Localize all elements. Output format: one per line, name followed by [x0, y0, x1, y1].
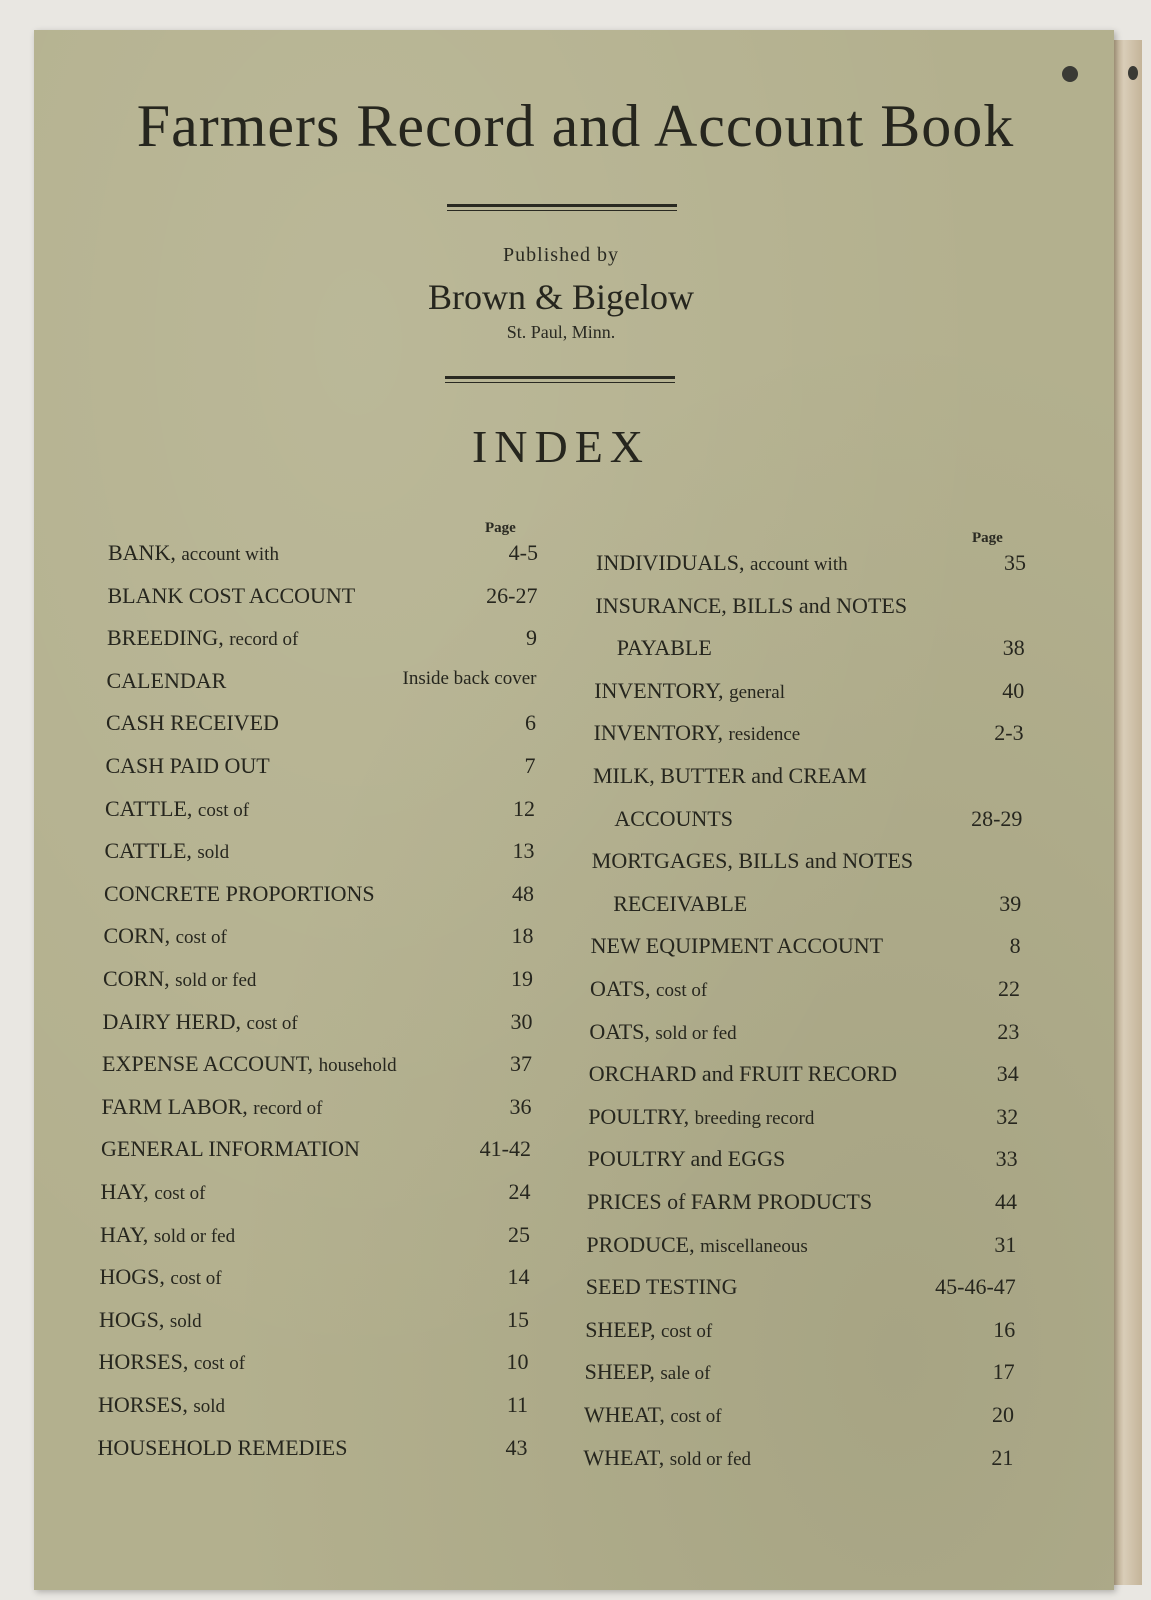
index-entry-main: WHEAT,	[584, 1402, 665, 1427]
index-entry-page: 40	[1002, 677, 1025, 703]
divider-top	[447, 204, 677, 207]
index-entry-sub: sold	[169, 1310, 202, 1332]
publisher-place: St. Paul, Minn.	[506, 322, 616, 342]
index-entry-main: GENERAL INFORMATION	[101, 1136, 360, 1162]
index-entry-title	[588, 1104, 814, 1130]
index-entry-title	[103, 1009, 298, 1035]
index-entry-page: 2-3	[994, 720, 1024, 746]
index-entry	[106, 710, 536, 740]
index-entry-title	[103, 966, 256, 992]
index-entry-main: INVENTORY,	[594, 677, 724, 703]
index-entry-page: 11	[506, 1392, 528, 1417]
index-entry	[103, 966, 533, 996]
index-entry-sub: cost of	[670, 1406, 722, 1427]
index-entry-sub: sold or fed	[175, 970, 257, 991]
index-entry	[586, 1274, 1016, 1304]
index-entry-page: 45-46-47	[935, 1274, 1016, 1300]
index-entry	[104, 881, 534, 911]
book-spine	[1112, 40, 1142, 1585]
index-entry-main: HAY,	[100, 1221, 149, 1247]
index-entry-title	[594, 678, 785, 704]
index-entry-title	[98, 1435, 348, 1461]
index-entry-sub: cost of	[170, 1268, 222, 1290]
index-entry	[614, 806, 1044, 836]
index-entry-main: PRODUCE,	[586, 1231, 695, 1257]
index-entry-title	[104, 923, 227, 949]
index-entry-main: EXPENSE ACCOUNT,	[102, 1051, 314, 1077]
index-entry-page: 33	[995, 1146, 1018, 1172]
index-entry-page: 17	[992, 1359, 1015, 1385]
index-entry-page: 32	[996, 1103, 1019, 1129]
index-entry-main: PAYABLE	[616, 635, 712, 661]
index-entry-main: POULTRY and EGGS	[587, 1146, 786, 1172]
index-entry-title	[585, 1317, 712, 1343]
index-entry-page: 28-29	[971, 805, 1023, 831]
index-entry-title	[99, 1307, 202, 1333]
index-entry-main: WHEAT,	[583, 1444, 665, 1470]
book-title: Farmers Record and Account Book	[136, 93, 1015, 159]
index-entry-main: INDIVIDUALS,	[596, 550, 745, 575]
index-entry	[107, 625, 537, 655]
index-entry-title	[106, 753, 270, 779]
index-entry-title	[107, 625, 298, 651]
index-entry-page: 14	[507, 1264, 530, 1290]
index-entry	[596, 550, 1026, 580]
index-entry-title	[589, 1019, 736, 1045]
index-entry-title	[594, 720, 801, 746]
index-entry-sub: cost of	[660, 1320, 713, 1342]
index-entry-page: 38	[1002, 635, 1025, 661]
index-entry-sub: account with	[181, 544, 279, 565]
index-entry-main: HAY,	[100, 1179, 149, 1204]
index-entry	[613, 891, 1043, 921]
index-entry	[108, 540, 538, 570]
index-entry-sub: sold or fed	[669, 1448, 752, 1470]
index-entry-title	[102, 1094, 323, 1120]
index-entry-sub: cost of	[246, 1012, 298, 1034]
index-entry-page: 44	[995, 1189, 1017, 1214]
index-entry	[105, 796, 535, 826]
index-entry-main: ACCOUNTS	[614, 805, 733, 831]
divider-bottom-thin	[445, 382, 675, 383]
index-entry-main: CATTLE,	[104, 838, 192, 864]
index-entry-page: 39	[999, 890, 1022, 916]
index-entry-title	[595, 593, 907, 619]
index-entry-main: MORTGAGES, BILLS and NOTES	[591, 848, 914, 874]
index-entry-page: 37	[510, 1051, 532, 1077]
index-entry	[594, 720, 1024, 750]
index-entry	[101, 1179, 531, 1209]
index-entry	[100, 1264, 530, 1294]
index-entry	[593, 763, 1023, 793]
index-entry-main: CALENDAR	[106, 667, 227, 693]
index-entry-sub: sold or fed	[655, 1022, 737, 1044]
index-entry	[587, 1189, 1017, 1219]
index-entry-sub: general	[729, 681, 785, 703]
index-entry	[99, 1307, 529, 1337]
index-entry-title	[585, 1359, 711, 1385]
index-entry-title	[591, 933, 884, 959]
index-entry-main: HOGS,	[99, 1264, 165, 1290]
index-entry-page: 41-42	[479, 1136, 531, 1162]
index-entry	[591, 933, 1021, 963]
index-entry	[583, 1445, 1013, 1475]
index-entry-main: PRICES of FARM PRODUCTS	[587, 1189, 873, 1214]
index-entry	[107, 668, 537, 698]
index-entry-sub: residence	[728, 724, 801, 746]
index-entry	[585, 1359, 1015, 1389]
index-entry-page: 13	[512, 838, 535, 864]
index-entry-page: 4-5	[508, 540, 538, 565]
index-entry	[103, 1009, 533, 1039]
index-entry-title	[592, 848, 913, 874]
index-entry	[108, 583, 538, 613]
index-entry-page: 6	[525, 710, 536, 736]
index-entry-sub: sale of	[660, 1363, 711, 1385]
index-entry-page: 22	[998, 976, 1020, 1001]
index-entry-title	[98, 1392, 225, 1418]
divider-top-thin	[447, 210, 677, 211]
index-entry-page: 31	[994, 1231, 1017, 1257]
left-page-header: Page	[485, 520, 516, 536]
index-entry-main: RECEIVABLE	[613, 890, 748, 916]
index-entry-page: 25	[508, 1221, 530, 1247]
index-entry	[102, 1094, 532, 1124]
index-entry	[98, 1435, 528, 1465]
index-entry-title	[101, 1179, 206, 1205]
index-entry-sub: cost of	[656, 980, 708, 1001]
index-entry-main: HOUSEHOLD REMEDIES	[97, 1434, 348, 1460]
index-entry-sub: record of	[229, 629, 299, 651]
index-entry-page: 30	[510, 1008, 533, 1034]
index-entry-page: 10	[506, 1349, 529, 1375]
index-entry-title	[106, 710, 279, 736]
index-heading: INDEX	[471, 421, 651, 472]
index-entry	[588, 1104, 1018, 1134]
index-entry-page: 18	[511, 923, 534, 949]
index-entry-main: BREEDING,	[107, 625, 224, 651]
publisher-name: Brown & Bigelow	[428, 277, 694, 317]
index-entry-sub: sold or fed	[153, 1225, 236, 1247]
index-entry-page: 12	[513, 795, 535, 821]
index-entry-page: 35	[1004, 550, 1026, 575]
index-entry-sub: household	[318, 1055, 397, 1077]
index-entry-main: NEW EQUIPMENT ACCOUNT	[590, 933, 884, 959]
index-entry-page: 23	[997, 1018, 1020, 1044]
index-entry-sub: sold	[193, 1396, 226, 1417]
index-entry-title	[108, 540, 279, 566]
index-entry-sub: miscellaneous	[700, 1235, 808, 1257]
index-entry-title	[104, 881, 375, 907]
index-entry-title	[100, 1264, 222, 1290]
index-entry-title	[99, 1349, 246, 1375]
index-entry	[99, 1349, 529, 1379]
index-entry-main: ORCHARD and FRUIT RECORD	[588, 1061, 898, 1087]
index-entry-title	[613, 891, 747, 917]
index-entry-sub: cost of	[193, 1353, 246, 1375]
index-entry-page: 16	[993, 1316, 1016, 1342]
index-entry-page: 48	[512, 880, 534, 906]
index-entry-title	[105, 838, 230, 864]
index-entry-title	[584, 1402, 722, 1428]
index-entry-title	[101, 1136, 360, 1162]
index-entry-sub: account with	[749, 554, 848, 575]
index-entry-page: 8	[1009, 933, 1021, 959]
index-entry-page: 34	[996, 1061, 1019, 1087]
index-entry	[100, 1222, 530, 1252]
index-entry-title	[100, 1222, 235, 1248]
index-entry-title	[586, 1232, 807, 1258]
index-entry-main: HORSES,	[98, 1392, 188, 1417]
binder-hole	[1062, 66, 1078, 82]
index-entry	[586, 1232, 1016, 1262]
divider-bottom	[445, 376, 675, 379]
index-entry-sub: cost of	[154, 1183, 206, 1204]
index-entry	[589, 1019, 1019, 1049]
index-entry-title	[589, 1061, 897, 1087]
index-entry-main: INSURANCE, BILLS and NOTES	[595, 592, 908, 618]
right-page-header: Page	[972, 530, 1003, 546]
index-entry-main: POULTRY,	[588, 1103, 690, 1129]
index-entry-title	[614, 806, 733, 832]
index-entry-title	[105, 796, 249, 822]
index-entry-sub: cost of	[175, 927, 227, 949]
index-entry-main: INVENTORY,	[593, 720, 723, 746]
index-entry	[98, 1392, 528, 1422]
index-entry-main: BANK,	[108, 540, 176, 565]
index-entry	[592, 848, 1022, 878]
index-entry-main: FARM LABOR,	[101, 1093, 248, 1119]
index-entry	[585, 1317, 1015, 1347]
index-entry-title	[587, 1189, 872, 1215]
index-entry-main: DAIRY HERD,	[102, 1008, 242, 1034]
index-entry-title	[588, 1146, 786, 1172]
index-entry	[106, 753, 536, 783]
index-entry-main: CASH RECEIVED	[106, 710, 279, 736]
index-entry-title	[596, 550, 848, 576]
index-entry-main: SEED TESTING	[585, 1274, 738, 1300]
index-entry-title	[586, 1274, 738, 1300]
index-entry-title	[107, 668, 227, 694]
index-entry-page: 19	[511, 966, 533, 991]
index-entry	[594, 678, 1024, 708]
index-entry-main: BLANK COST ACCOUNT	[107, 582, 356, 608]
index-entry	[589, 1061, 1019, 1091]
index-entry-main: CONCRETE PROPORTIONS	[104, 880, 375, 906]
index-entry-main: CORN,	[103, 923, 171, 949]
index-entry-main: HORSES,	[98, 1349, 189, 1375]
index-entry-main: OATS,	[589, 1018, 650, 1044]
index-entry-sub: record of	[253, 1097, 323, 1119]
index-entry	[588, 1146, 1018, 1176]
index-entry-main: MILK, BUTTER and CREAM	[593, 763, 867, 788]
index-entry-sub: breeding record	[694, 1107, 815, 1129]
index-entry-title	[593, 763, 867, 789]
index-entry	[595, 593, 1025, 623]
index-entry-page: 7	[524, 753, 536, 778]
index-entry-title	[583, 1445, 751, 1471]
index-entry-main: SHEEP,	[585, 1316, 656, 1342]
index-entry	[584, 1402, 1014, 1432]
index-entry-sub: cost of	[197, 799, 250, 821]
index-entry-page: 43	[505, 1434, 528, 1460]
index-entry-page: Inside back cover	[402, 667, 537, 689]
index-entry-page: 24	[508, 1179, 531, 1204]
index-entry-page: 9	[526, 625, 537, 651]
published-by-label: Published by	[503, 244, 619, 266]
index-entry-page: 15	[507, 1306, 529, 1332]
index-entry-page: 26-27	[486, 582, 538, 608]
index-entry	[617, 635, 1047, 665]
index-entry-main: SHEEP,	[584, 1359, 655, 1385]
index-entry	[105, 838, 535, 868]
binder-hole-spine	[1128, 66, 1138, 80]
index-entry	[590, 976, 1020, 1006]
index-entry-sub: sold	[197, 842, 230, 864]
index-entry-page: 20	[992, 1402, 1014, 1427]
index-entry-page: 36	[509, 1093, 532, 1119]
index-entry-main: CASH PAID OUT	[105, 753, 270, 778]
index-entry-main: CATTLE,	[105, 795, 193, 821]
index-entry-title	[108, 583, 356, 609]
index-entry	[101, 1136, 531, 1166]
index-entry	[104, 923, 534, 953]
index-entry-title	[102, 1051, 397, 1077]
index-entry-main: CORN,	[103, 966, 170, 991]
index-entry-page: 21	[991, 1444, 1014, 1470]
index-entry-main: HOGS,	[99, 1306, 165, 1332]
index-entry	[102, 1051, 532, 1081]
index-entry-title	[590, 976, 707, 1002]
index-entry-title	[617, 635, 712, 661]
index-entry-main: OATS,	[590, 976, 651, 1001]
